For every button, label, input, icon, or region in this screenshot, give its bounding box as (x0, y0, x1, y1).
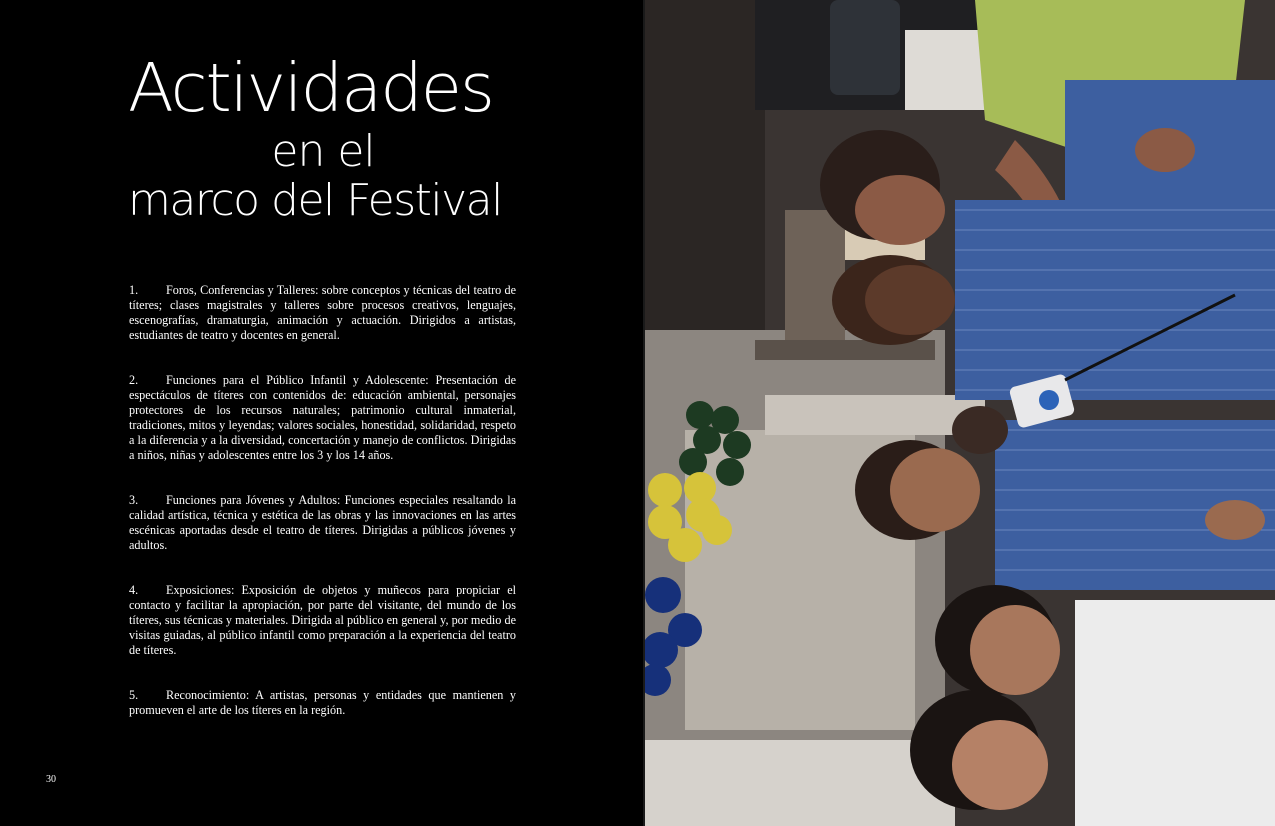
list-item (129, 373, 516, 463)
page-title (128, 48, 518, 226)
item-text: Exposiciones: Exposición de objetos y muñecos para propiciar el contacto y facilitar la apropiación, por parte del visitante, del mundo de los títeres, sus técnicas y materiales. Dirigida al público en general y, por medio de visitas guiadas, al público infantil como preparación a la experiencia del teatro de títeres. (129, 583, 516, 657)
item-number: 5. (129, 688, 139, 702)
item-number: 2. (129, 373, 139, 387)
list-item (129, 283, 516, 343)
item-text: Funciones para Jóvenes y Adultos: Funciones especiales resaltando la calidad artística, técnica y estética de las obras y las innovaciones en las artes escénicas aportadas desde el teatro de títeres. Dirigidas a públicos jóvenes y adultos. (129, 493, 516, 552)
list-item (129, 583, 516, 658)
item-text: Funciones para el Público Infantil y Adolescente: Presentación de espectáculos de títeres con contenidos de: educación ambiental, personajes protectores de los recursos naturales; patrimonio cultural inmaterial, tradiciones, mitos y leyendas; valores sociales, honestidad, solidaridad, respeto a la diferencia y a la diversidad, concertación y manejo de conflictos. Dirigidas a niños, niñas y adolescentes entre los 3 y los 14 años. (129, 373, 516, 462)
photo-illustration (645, 0, 1275, 826)
item-text: Reconocimiento: A artistas, personas y entidades que mantienen y promueven el arte de los títeres en la región. (129, 688, 516, 717)
item-number: 4. (129, 583, 139, 597)
item-number: 1. (129, 283, 139, 297)
item-text: Foros, Conferencias y Talleres: sobre conceptos y técnicas del teatro de títeres; clases magistrales y talleres sobre procesos creativos, lenguajes, escenografías, dramaturgia, animación y actuación. Dirigidos a artistas, estudiantes de teatro y docentes en general. (129, 283, 516, 342)
festival-photo (645, 0, 1275, 826)
title-line-1: Actividades (128, 49, 493, 127)
activities-list (129, 283, 516, 718)
title-line-3: marco del Festival (128, 175, 502, 226)
page-number: 30 (46, 774, 56, 785)
title-line-2: en el (271, 126, 375, 177)
list-item (129, 688, 516, 718)
list-item (129, 493, 516, 553)
item-number: 3. (129, 493, 139, 507)
